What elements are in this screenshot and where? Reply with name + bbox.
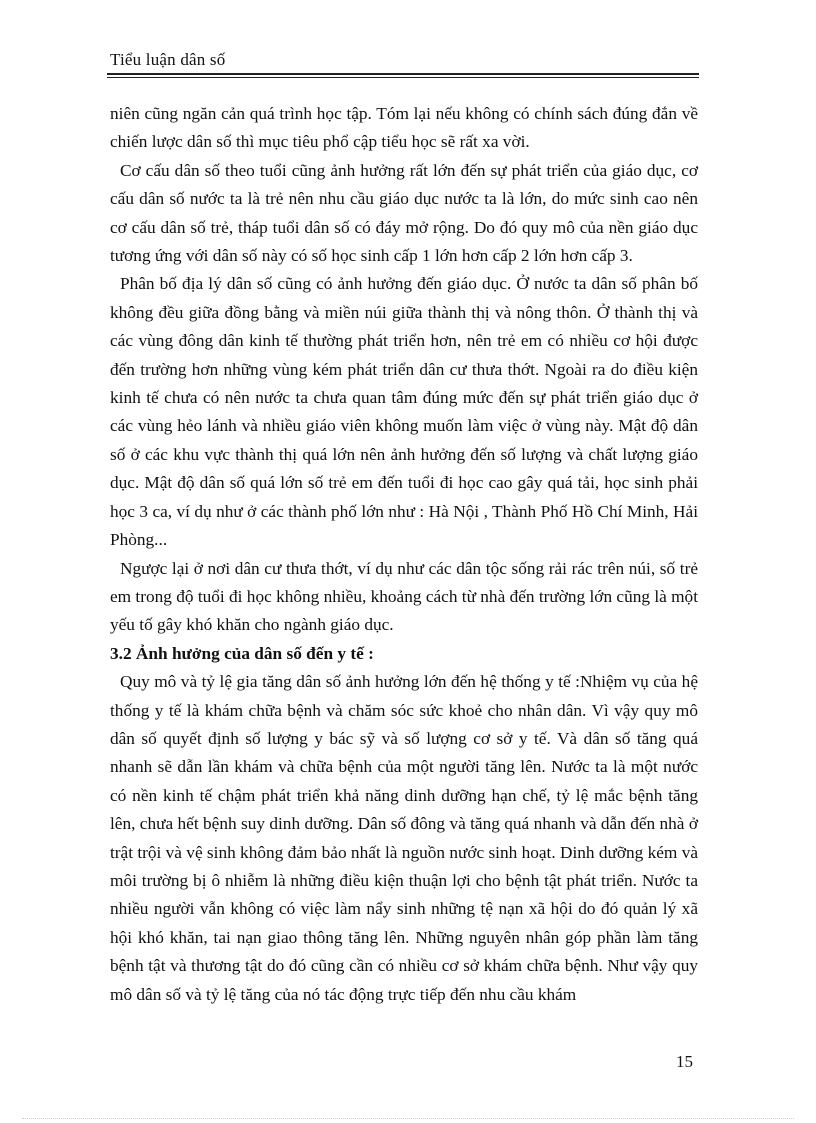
section-heading: 3.2 Ảnh hưởng của dân số đến y tế : — [110, 643, 374, 663]
page-number: 15 — [676, 1052, 693, 1071]
page-bottom-border — [22, 1118, 794, 1119]
document-body — [110, 100, 698, 1009]
header-rule-thin — [107, 77, 699, 78]
paragraph-continuation: niên cũng ngăn cản quá trình học tập. Tóm lại nếu không có chính sách đúng đắn về chiến lược dân số thì mục tiêu phổ cập tiểu học sẽ rất xa vời. — [110, 104, 698, 152]
header-rule-thick — [107, 73, 699, 75]
paragraph-age-structure: Cơ cấu dân số theo tuổi cũng ảnh hưởng rất lớn đến sự phát triển của giáo dục, cơ cấu dân số nước ta là trẻ nên nhu cầu giáo dục nước ta là lớn, do mức sinh cao nên cơ cấu dân số trẻ, tháp tuổi dân số có đáy mở rộng. Do đó quy mô của nền giáo dục tương ứng với dân số này có số học sinh cấp 1 lớn hơn cấp 2 lớn hơn cấp 3. — [110, 160, 698, 266]
page-header — [107, 50, 699, 78]
paragraph-sparse-population: Ngược lại ở nơi dân cư thưa thớt, ví dụ như các dân tộc sống rải rác trên núi, số trẻ em trong độ tuổi đi học không nhiều, khoảng cách từ nhà đến trường lớn cũng là một yếu tố gây khó khăn cho ngành giáo dục. — [110, 558, 698, 635]
header-title: Tiểu luận dân số — [110, 50, 226, 69]
paragraph-geographic-distribution: Phân bố địa lý dân số cũng có ảnh hưởng đến giáo dục. Ở nước ta dân số phân bố không đều giữa đồng bằng và miền núi giữa thành thị và nông thôn. Ở thành thị và các vùng đông dân kinh tế thường phát triển hơn, nên trẻ em có nhiều cơ hội được đến trường hơn những vùng kém phát triển dân cư thưa thớt. Ngoài ra do điều kiện kinh tế chưa có nên nước ta chưa quan tâm đúng mức đến sự phát triển giáo dục ở các vùng hẻo lánh và nhiều giáo viên không muốn làm việc ở vùng này. Mật độ dân số ở các khu vực thành thị quá lớn nên ảnh hưởng đến số lượng và chất lượng giáo dục. Mật độ dân số quá lớn số trẻ em đến tuổi đi học cao gây quá tải, học sinh phải học 3 ca, ví dụ như ở các thành phố lớn như : Hà Nội , Thành Phố Hồ Chí Minh, Hải Phòng... — [110, 274, 698, 550]
paragraph-health-impact: Quy mô và tỷ lệ gia tăng dân số ảnh hưởng lớn đến hệ thống y tế :Nhiệm vụ của hệ thống y tế là khám chữa bệnh và chăm sóc sức khoẻ cho nhân dân. Vì vậy quy mô dân số quyết định số lượng y bác sỹ và số lượng cơ sở y tế. Và dân số tăng quá nhanh sẽ dẫn lần khám và chữa bệnh của một người tăng lên. Nước ta là một nước có nền kinh tế chậm phát triển khả năng dinh dưỡng hạn chế, tỷ lệ mắc bệnh tăng lên, chưa hết bệnh suy dinh dưỡng. Dân số đông và tăng quá nhanh và dẫn đến nhà ở trật trội và vệ sinh không đảm bảo nhất là nguồn nước sinh hoạt. Dinh dưỡng kém và môi trường bị ô nhiễm là những điều kiện thuận lợi cho bệnh tật phát triển. Nước ta nhiều người vẫn không có việc làm nẩy sinh những tệ nạn xã hội do đó quản lý xã hội khó khăn, tai nạn giao thông tăng lên. Những nguyên nhân góp phần làm tăng bệnh tật và thương tật do đó cũng cần có nhiều cơ sở khám chữa bệnh. Như vậy quy mô dân số và tỷ lệ tăng của nó tác động trực tiếp đến nhu cầu khám — [110, 672, 698, 1004]
